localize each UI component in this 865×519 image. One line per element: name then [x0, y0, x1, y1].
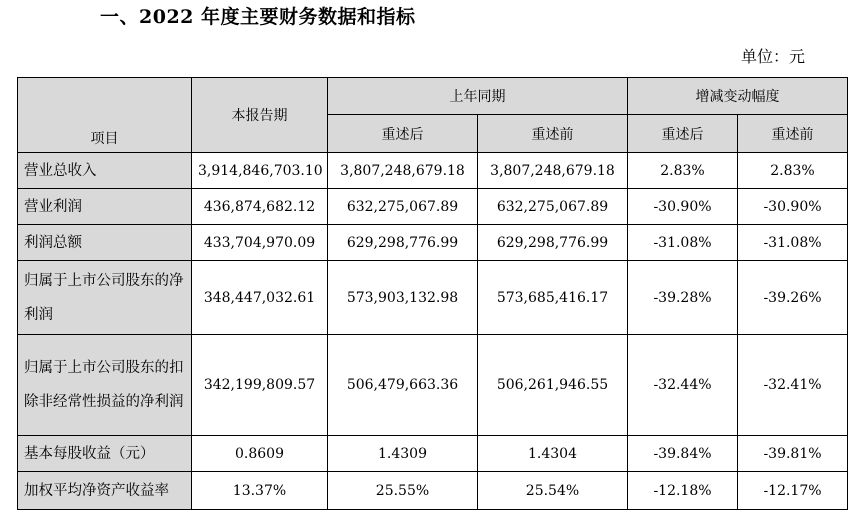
- header-change-before: 重述前: [738, 115, 848, 153]
- cell-change-restated: -31.08%: [628, 225, 738, 261]
- unit-label: 单位：元: [740, 47, 805, 66]
- row-label: 加权平均净资产收益率: [18, 472, 192, 510]
- cell-change-restated: 2.83%: [628, 153, 738, 189]
- cell-before: 632,275,067.89: [478, 189, 628, 225]
- row-label: 利润总额: [18, 225, 192, 261]
- cell-change-before: -39.26%: [738, 261, 848, 335]
- header-item: 项目: [18, 78, 192, 153]
- cell-restated: 573,903,132.98: [328, 261, 478, 335]
- cell-restated: 3,807,248,679.18: [328, 153, 478, 189]
- row-label: 营业总收入: [18, 153, 192, 189]
- table-row: [18, 335, 848, 436]
- header-change: 增减变动幅度: [628, 78, 848, 115]
- cell-current: 348,447,032.61: [192, 261, 328, 335]
- cell-current: 342,199,809.57: [192, 335, 328, 436]
- table-row: [18, 436, 848, 472]
- header-prior-period: 上年同期: [328, 78, 628, 115]
- cell-current: 436,874,682.12: [192, 189, 328, 225]
- cell-current: 0.8609: [192, 436, 328, 472]
- cell-change-restated: -12.18%: [628, 472, 738, 510]
- cell-current: 13.37%: [192, 472, 328, 510]
- header-restated: 重述后: [328, 115, 478, 153]
- cell-before: 25.54%: [478, 472, 628, 510]
- cell-restated: 25.55%: [328, 472, 478, 510]
- cell-before: 506,261,946.55: [478, 335, 628, 436]
- financial-table: [17, 77, 848, 510]
- cell-change-restated: -39.28%: [628, 261, 738, 335]
- cell-before: 3,807,248,679.18: [478, 153, 628, 189]
- cell-current: 433,704,970.09: [192, 225, 328, 261]
- cell-before: 573,685,416.17: [478, 261, 628, 335]
- cell-restated: 632,275,067.89: [328, 189, 478, 225]
- cell-change-before: -31.08%: [738, 225, 848, 261]
- cell-restated: 1.4309: [328, 436, 478, 472]
- cell-change-restated: -30.90%: [628, 189, 738, 225]
- page-title: 一、2022 年度主要财务数据和指标: [100, 6, 416, 28]
- cell-change-before: 2.83%: [738, 153, 848, 189]
- table-row: [18, 261, 848, 335]
- table-row: [18, 153, 848, 189]
- table-row: [18, 189, 848, 225]
- header-row-1: [18, 78, 848, 115]
- cell-change-before: -32.41%: [738, 335, 848, 436]
- cell-restated: 629,298,776.99: [328, 225, 478, 261]
- cell-before: 629,298,776.99: [478, 225, 628, 261]
- cell-change-before: -30.90%: [738, 189, 848, 225]
- cell-restated: 506,479,663.36: [328, 335, 478, 436]
- cell-change-restated: -32.44%: [628, 335, 738, 436]
- row-label: 营业利润: [18, 189, 192, 225]
- cell-change-before: -12.17%: [738, 472, 848, 510]
- row-label: 归属于上市公司股东的净利润: [18, 261, 192, 335]
- table-row: [18, 225, 848, 261]
- cell-change-restated: -39.84%: [628, 436, 738, 472]
- cell-change-before: -39.81%: [738, 436, 848, 472]
- cell-before: 1.4304: [478, 436, 628, 472]
- table-row: [18, 472, 848, 510]
- cell-current: 3,914,846,703.10: [192, 153, 328, 189]
- header-current-period: 本报告期: [192, 78, 328, 153]
- row-label: 基本每股收益（元）: [18, 436, 192, 472]
- header-before-restate: 重述前: [478, 115, 628, 153]
- row-label: 归属于上市公司股东的扣除非经常性损益的净利润: [18, 335, 192, 436]
- header-change-restated: 重述后: [628, 115, 738, 153]
